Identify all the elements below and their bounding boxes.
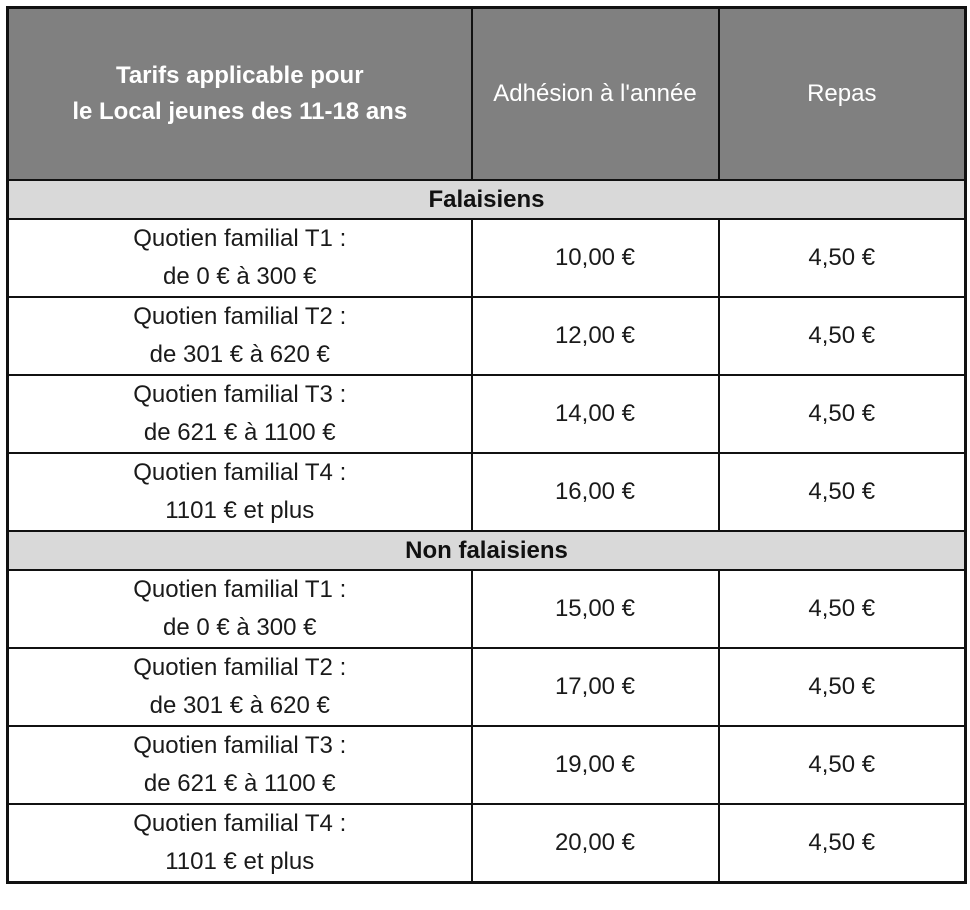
repas-price-cell: 4,50 € <box>719 297 966 375</box>
quotient-tier-label: Quotien familial T3 : <box>133 732 347 759</box>
adhesion-price-cell: 17,00 € <box>472 648 719 726</box>
tariff-table <box>6 6 967 884</box>
header-cell-tarifs <box>8 8 472 181</box>
group-header-row <box>8 531 966 570</box>
quotient-range-label: 1101 € et plus <box>165 848 315 875</box>
table-row <box>8 804 966 883</box>
table-row <box>8 648 966 726</box>
quotient-tier-label: Quotien familial T1 : <box>133 225 347 252</box>
quotient-tier-label: Quotien familial T4 : <box>133 810 347 837</box>
header-cell-adhesion: Adhésion à l'année <box>472 8 719 181</box>
quotient-label-cell <box>8 726 472 804</box>
repas-price-cell: 4,50 € <box>719 726 966 804</box>
quotient-range-label: de 0 € à 300 € <box>163 263 317 290</box>
table-row <box>8 219 966 297</box>
table-row <box>8 297 966 375</box>
quotient-range-label: de 301 € à 620 € <box>149 341 330 368</box>
repas-price-cell: 4,50 € <box>719 570 966 648</box>
adhesion-price-cell: 12,00 € <box>472 297 719 375</box>
group-title: Non falaisiens <box>8 531 966 570</box>
quotient-label-cell <box>8 648 472 726</box>
adhesion-price-cell: 15,00 € <box>472 570 719 648</box>
quotient-label-cell <box>8 297 472 375</box>
quotient-label-cell <box>8 804 472 883</box>
quotient-label-cell <box>8 570 472 648</box>
repas-price-cell: 4,50 € <box>719 219 966 297</box>
header-cell-repas: Repas <box>719 8 966 181</box>
quotient-range-label: de 621 € à 1100 € <box>143 770 336 797</box>
table-row <box>8 570 966 648</box>
header-title-line1: Tarifs applicable pour <box>115 62 364 89</box>
quotient-tier-label: Quotien familial T2 : <box>133 654 347 681</box>
quotient-label-cell <box>8 453 472 531</box>
quotient-range-label: 1101 € et plus <box>165 497 315 524</box>
table-row <box>8 375 966 453</box>
adhesion-price-cell: 16,00 € <box>472 453 719 531</box>
quotient-label-cell <box>8 375 472 453</box>
adhesion-price-cell: 14,00 € <box>472 375 719 453</box>
group-header-row <box>8 180 966 219</box>
adhesion-price-cell: 19,00 € <box>472 726 719 804</box>
adhesion-price-cell: 20,00 € <box>472 804 719 883</box>
quotient-range-label: de 621 € à 1100 € <box>143 419 336 446</box>
quotient-tier-label: Quotien familial T4 : <box>133 459 347 486</box>
group-title: Falaisiens <box>8 180 966 219</box>
repas-price-cell: 4,50 € <box>719 648 966 726</box>
quotient-range-label: de 301 € à 620 € <box>149 692 330 719</box>
adhesion-price-cell: 10,00 € <box>472 219 719 297</box>
header-title-line2: le Local jeunes des 11-18 ans <box>72 98 408 125</box>
table-body <box>8 180 966 883</box>
table-header-row <box>8 8 966 181</box>
repas-price-cell: 4,50 € <box>719 453 966 531</box>
quotient-range-label: de 0 € à 300 € <box>163 614 317 641</box>
quotient-label-cell <box>8 219 472 297</box>
quotient-tier-label: Quotien familial T3 : <box>133 381 347 408</box>
repas-price-cell: 4,50 € <box>719 375 966 453</box>
quotient-tier-label: Quotien familial T2 : <box>133 303 347 330</box>
quotient-tier-label: Quotien familial T1 : <box>133 576 347 603</box>
table-row <box>8 453 966 531</box>
repas-price-cell: 4,50 € <box>719 804 966 883</box>
table-row <box>8 726 966 804</box>
